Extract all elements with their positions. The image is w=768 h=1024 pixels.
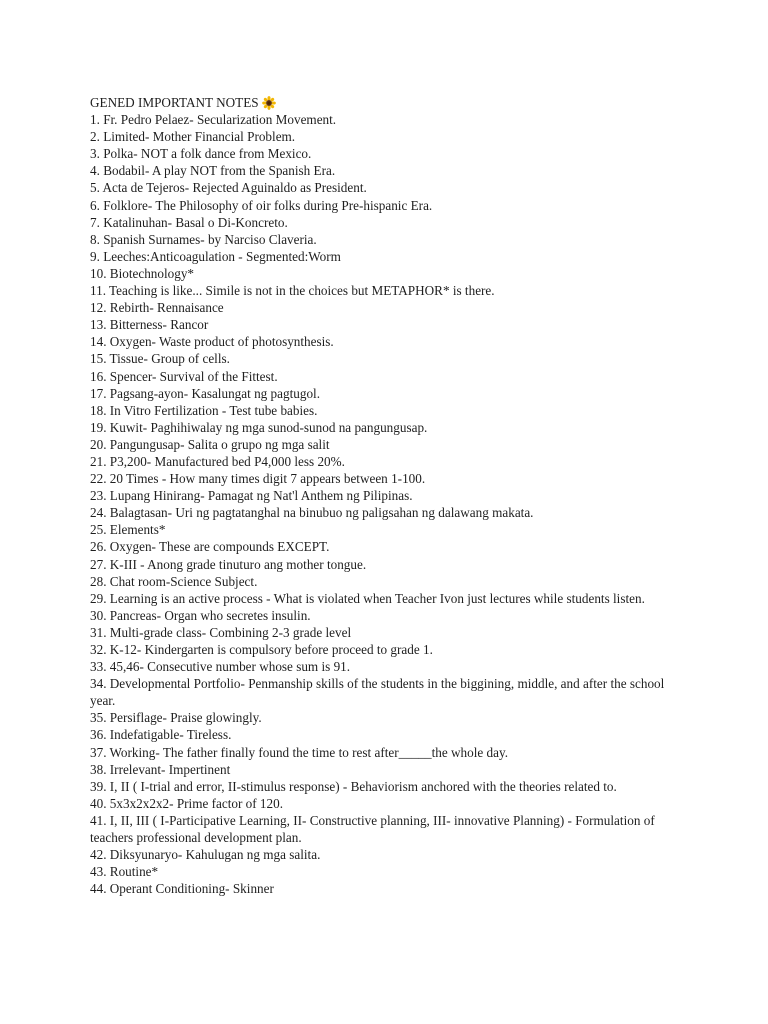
note-item: 37. Working- The father finally found the time to rest after_____the whole day. [90, 744, 509, 760]
note-item: 33. 45,46- Consecutive number whose sum is 91. [90, 659, 351, 675]
note-item: 4. Bodabil- A play NOT from the Spanish Era. [90, 163, 336, 179]
note-item: 15. Tissue- Group of cells. [90, 351, 230, 367]
notes-document [90, 94, 685, 897]
note-item: 2. Limited- Mother Financial Problem. [90, 129, 296, 145]
note-item: 35. Persiflage- Praise glowingly. [90, 710, 262, 726]
note-item: 39. I, II ( I-trial and error, II-stimulus response) - Behaviorism anchored with the theories related to. [90, 778, 617, 794]
document-header [90, 94, 685, 111]
note-item: 11. Teaching is like... Simile is not in the choices but METAPHOR* is there. [90, 283, 495, 299]
note-item: 30. Pancreas- Organ who secretes insulin. [90, 607, 311, 623]
note-item: 26. Oxygen- These are compounds EXCEPT. [90, 539, 330, 555]
note-item: 43. Routine* [90, 864, 159, 880]
note-item: 19. Kuwit- Paghihiwalay ng mga sunod-sunod na pangungusap. [90, 419, 428, 435]
note-item: 32. K-12- Kindergarten is compulsory before proceed to grade 1. [90, 642, 433, 657]
note-item: 5. Acta de Tejeros- Rejected Aguinaldo as President. [90, 180, 367, 196]
note-item: 8. Spanish Surnames- by Narciso Claveria. [90, 231, 317, 247]
note-item: 44. Operant Conditioning- Skinner [90, 881, 274, 897]
note-item: 36. Indefatigable- Tireless. [90, 727, 232, 743]
note-item: 25. Elements* [90, 522, 166, 538]
note-item: 9. Leeches:Anticoagulation - Segmented:Worm [90, 248, 341, 264]
note-item: 38. Irrelevant- Impertinent [90, 761, 231, 777]
note-item: 16. Spencer- Survival of the Fittest. [90, 368, 278, 384]
note-item: 24. Balagtasan- Uri ng pagtatanghal na binubuo ng paligsahan ng dalawang makata. [90, 505, 534, 521]
document-title: GENED IMPORTANT NOTES [90, 95, 259, 110]
note-item: 23. Lupang Hinirang- Pamagat ng Nat'l Anthem ng Pilipinas. [90, 488, 413, 504]
note-item: 31. Multi-grade class- Combining 2-3 grade level [90, 624, 352, 640]
note-item: 40. 5x3x2x2x2- Prime factor of 120. [90, 795, 284, 811]
note-item: 1. Fr. Pedro Pelaez- Secularization Movement. [90, 112, 337, 128]
note-item: 17. Pagsang-ayon- Kasalungat ng pagtugol. [90, 385, 321, 401]
note-item: 42. Diksyunaryo- Kahulugan ng mga salita. [90, 847, 321, 863]
note-item: 14. Oxygen- Waste product of photosynthesis. [90, 334, 334, 350]
note-item: 6. Folklore- The Philosophy of oir folks during Pre-hispanic Era. [90, 197, 433, 213]
note-item: 28. Chat room-Science Subject. [90, 573, 258, 589]
note-item: 20. Pangungusap- Salita o grupo ng mga salit [90, 436, 330, 452]
note-item: 10. Biotechnology* [90, 265, 195, 281]
note-item: 29. Learning is an active process - What is violated when Teacher Ivon just lectures while students listen. [90, 590, 645, 606]
note-item: 41. I, II, III ( I-Participative Learning, II- Constructive planning, III- innovative Planning) - Formulation of teachers professional development plan. [90, 812, 655, 846]
note-item: 7. Katalinuhan- Basal o Di-Koncreto. [90, 214, 288, 230]
sunflower-icon [262, 96, 276, 110]
note-item: 21. P3,200- Manufactured bed P4,000 less 20%. [90, 453, 345, 469]
note-item: 3. Polka- NOT a folk dance from Mexico. [90, 146, 312, 162]
note-item: 18. In Vitro Fertilization - Test tube babies. [90, 402, 318, 418]
note-item: 12. Rebirth- Rennaisance [90, 300, 224, 316]
notes-list [90, 111, 685, 897]
note-item: 34. Developmental Portfolio- Penmanship skills of the students in the biggining, middle, and after the school year. [90, 676, 665, 709]
note-item: 27. K-III - Anong grade tinuturo ang mother tongue. [90, 556, 367, 572]
note-item: 13. Bitterness- Rancor [90, 317, 209, 333]
note-item: 22. 20 Times - How many times digit 7 appears between 1-100. [90, 471, 426, 487]
